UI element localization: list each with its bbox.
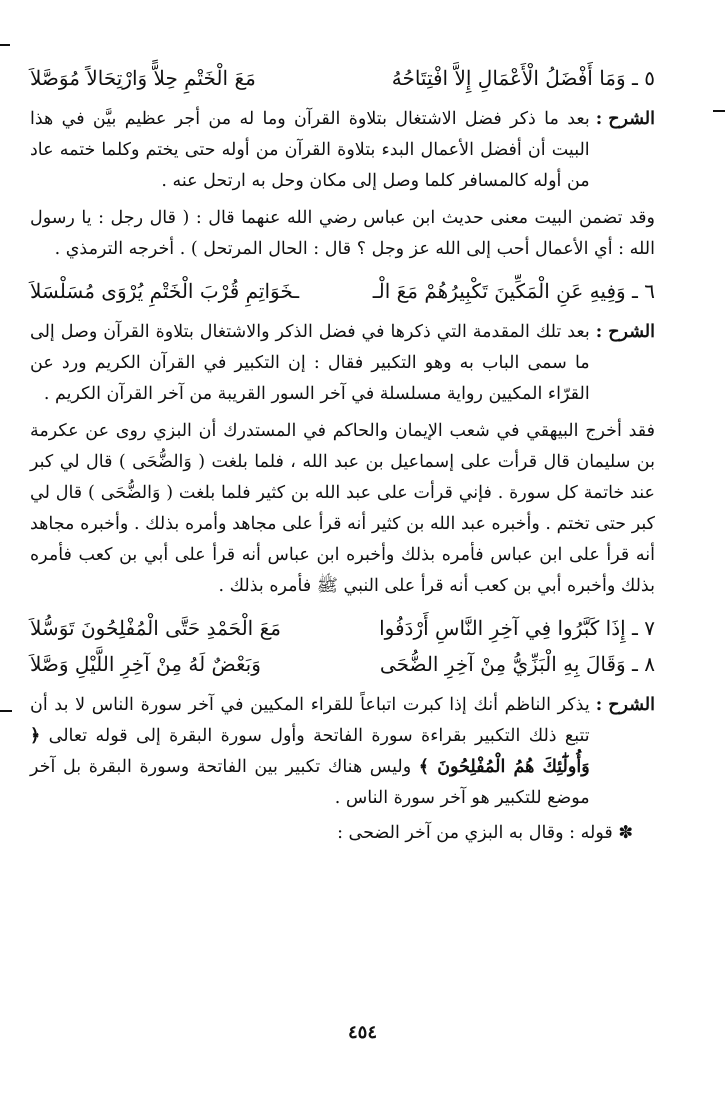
- isnad-text-part-2: ) قال لي كبر عند خاتمة كل سورة . فإني قرأت على عبد الله بن كثير فلما بلغت (: [30, 452, 655, 503]
- commentary-verse-5: [30, 104, 655, 265]
- verse-7-second-hemistich: مَعَ الْحَمْدِ حَتَّى الْمُفْلِحُونَ تَوَسُّلاَ: [30, 616, 281, 640]
- verse-8: [30, 646, 655, 682]
- verse-5-first-hemistich: ٥ ـ وَمَا أَفْضَلُ الْأَعْمَالِ إِلاَّ افْتِتَاحُهُ: [391, 66, 655, 90]
- commentary-text: [30, 690, 590, 814]
- scan-mark-right-top: [713, 110, 725, 112]
- sharh-label: الشرح :: [595, 109, 655, 129]
- quran-quote-duha-2: وَالضُّحَى: [100, 483, 161, 503]
- bullet-line: [30, 818, 655, 849]
- quran-quote-duha-1: وَالضُّحَى: [132, 452, 192, 472]
- verse-8-second-hemistich: وَبَعْضٌ لَهُ مِنْ آخِرِ اللَّيْلِ وَصَّلاَ: [30, 652, 261, 676]
- verse-7: [30, 610, 655, 646]
- bullet-icon: ✽: [618, 823, 633, 843]
- verse-6-second-hemistich: ـخَوَاتِمِ قُرْبَ الْخَتْمِ يُرْوَى مُسَلْسَلاَ: [30, 279, 300, 303]
- sharh-label: الشرح :: [595, 695, 655, 715]
- commentary-verses-7-8: [30, 690, 655, 849]
- book-page: [30, 60, 655, 849]
- scan-mark-left-middle: [0, 710, 12, 712]
- quran-ayah-quote: ﴿ وَأُولَٰٓئِكَ هُمُ الْمُفْلِحُونَ ﴾: [30, 726, 590, 777]
- hadith-paragraph: وقد تضمن البيت معنى حديث ابن عباس رضي الله عنهما قال : ( قال رجل : يا رسول الله : أي الأعمال أحب إلى الله عز وجل ؟ قال : الحال المرتحل ) . أخرجه الترمذي .: [30, 208, 655, 259]
- page-number: ٤٥٤: [347, 1022, 377, 1043]
- commentary-text: بعد ما ذكر فضل الاشتغال بتلاوة القرآن وما له من أجر عظيم بيَّن في هذا البيت أن أفضل الأعمال البدء بتلاوة القرآن من أوله حتى يختم وكلما ختمه عاد من أوله كالمسافر كلما وصل إلى مكان وحل به ارتحل عنه .: [30, 109, 590, 191]
- verse-5-second-hemistich: مَعَ الْخَتْمِ حِلاًّ وَارْتِحَالاً مُوَصَّلاَ: [30, 66, 256, 90]
- sharh-label: الشرح :: [595, 322, 655, 342]
- verse-5: [30, 60, 655, 96]
- verse-6-first-hemistich: ٦ ـ وَفِيهِ عَنِ الْمَكِّينَ تَكْبِيرُهُمْ مَعَ الْـ: [372, 279, 655, 303]
- scan-mark-top-left: [0, 44, 10, 46]
- isnad-text-part-1: فقد أخرج البيهقي في شعب الإيمان والحاكم في المستدرك أن البزي روى عن عكرمة بن سليمان قال قرأت على إسماعيل بن عبد الله ، فلما بلغت (: [30, 421, 655, 472]
- isnad-paragraph: [30, 416, 655, 602]
- commentary-text-part-2: وليس هناك تكبير بين الفاتحة وسورة البقرة بل آخر موضع للتكبير هو آخر سورة الناس .: [30, 757, 590, 808]
- commentary-text-part-1: يذكر الناظم أنك إذا كبرت اتباعاً للقراء المكيين في آخر سورة الناس لا بد أن تتبع ذلك التكبير بقراءة سورة الفاتحة وأول سورة البقرة إلى قوله تعالى: [30, 695, 590, 746]
- isnad-text-part-3: ) قال لي كبر حتى تختم . وأخبره عبد الله بن كثير أنه قرأ على مجاهد وأمره بذلك . وأخبره مجاهد أنه قرأ على ابن عباس فأمره بذلك وأخبره ابن عباس أنه قرأ على أبي بن كعب فأمره بذلك وأخبره أبي بن كعب أنه قرأ على النبي ﷺ فأمره بذلك .: [30, 483, 655, 596]
- bullet-text: قوله : وقال به البزي من آخر الضحى :: [337, 823, 613, 843]
- verse-8-first-hemistich: ٨ ـ وَقَالَ بِهِ الْبَزِّيُّ مِنْ آخِرِ الضُّحَى: [379, 652, 655, 676]
- verse-6: [30, 273, 655, 309]
- commentary-verse-6: [30, 317, 655, 602]
- verse-7-first-hemistich: ٧ ـ إِذَا كَبَّرُوا فِي آخِرِ النَّاسِ أَرْدَفُوا: [379, 616, 655, 640]
- commentary-text: بعد تلك المقدمة التي ذكرها في فضل الذكر والاشتغال بتلاوة القرآن وصل إلى ما سمى الباب به وهو التكبير فقال : إن التكبير في القرآن الكريم ورد عن القرّاء المكيين رواية مسلسلة في آخر السور القريبة من آخر القرآن الكريم .: [30, 322, 590, 404]
